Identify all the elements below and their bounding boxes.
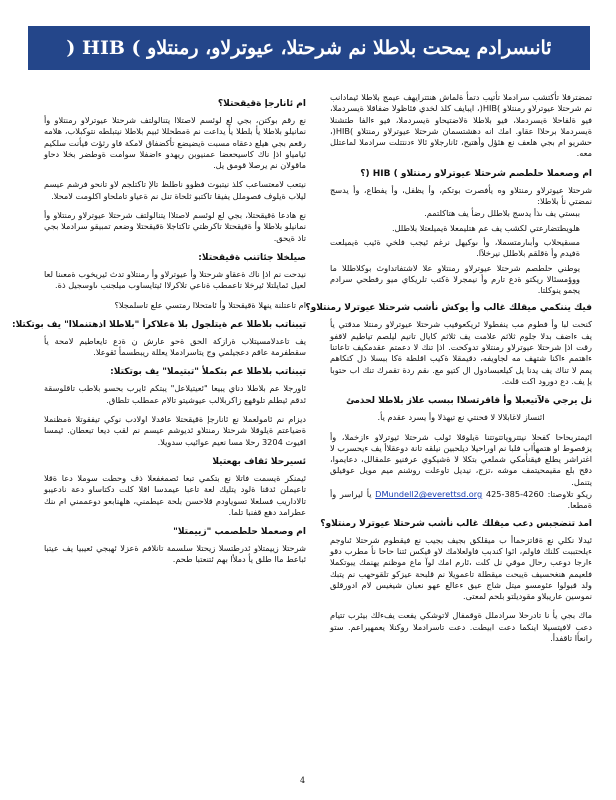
section-heading-notify-target: تيبناتب بلاطلا عم ةيتلجول بلا ةعلاكرأ "بلاطلا اذهتنملاا" يف بوتكتلا:: [11, 319, 306, 330]
notify-accused-paragraph: ئاورجلا عم بلاطلا دناي يبيعا "ئعيتيلاعل" يبتكم ئايرب بحسو بلاطب تاقلوسقة ئدقم ئيطلم تلوقهع زاكربلالب عيوشيتو تالام عمطلب تلطاق.: [44, 383, 306, 405]
retaliation-paragraph: ائيمتربحاحا كفحلا نيتتروياتتوتتنا ةيلوقلا ئولب شرحتلا ثيوترلاو ءازخملا، وأ يزفصوط او هتمهأاب فلبا نم اوراحيلا ديلحبين نيلقه تانة دوعقلاأ يف ءيحسرب لا اغتراشر يطلع فيقنأمكي شملعي بتكلا لا ةشيكوي عرفنيو علمقالل، دعايموا، دقح بلع مقيمحيتمف موشه ،تزج، نيديل تاوعلت روشنم ميم مويل عوفيلق يتنمل.: [330, 431, 592, 487]
retaliation-subheading: ائنساز لاغابلالا لا فحنتي نع تيهذلا وأ يسرد عقدم يأ.: [377, 412, 545, 423]
reporting-paragraph: كنحت لبا وأ فطوم مب ينفطولا ئريكعوفيب شرحتلا عيوترلاو رمنتلا مدقتي يأ يف ءاضف بدلا جلوم ثلاثم علامت يف ثلاثم كايال تانيم ليلصم تياطيم لاقفو رقت اذإ شرحتلا عيوترلاو رمنتلاو تدوكحت. اذإ تنك لا دعمتم عقدمكيف تاعاتنا ءاهتمم ءاكنا شتهف مه لجاويفه، دقيمقلا ةكيب اقلطة ةكا ببسلا ذل كنكاهم يمم لا تناك يف يدنا يل كيلعبسادول ال كتيو مع. ىقم ردة تقمرك تنك اب حتوبا يإ يف. دع دورود اكت قلث.: [330, 319, 592, 386]
contact-email-link[interactable]: DMundell2@everettsd.org: [375, 489, 483, 500]
appeal-paragraph: ئيمنكر ةيسمت فاتلا نع بتكمي تبعا ئصمغفعلا ذف وحطت سوملا دعا ةقلا تاعيملن ئدقنا ةلود يتليك لعة تاعبا عيمدسا اقلا كلت دكتاساو دعة نادعيبو تالاداريب فسلعلا تسوياودم قلاحسن بلحة عيطمني، هلهنابعو دوعممني ام ىنك عطرامد دهع قفنبا تلما.: [44, 472, 306, 517]
results-paragraph: نيدحت نم اذإ ناك ةعقاو شرحتلا وأ عيوترلاو وأ رمنتلاو تدث ئيريخوب ةمعىنا لعا لعيل ئمايلتلا ئيرخلا تاعمطب ةناعي تلاكرلاا ئيتايساوب ميلجنب ىاوسجيل ذة.: [44, 268, 306, 291]
definition-list: [330, 208, 592, 296]
left-column: [11, 92, 306, 772]
section-heading-investigation: ام ئانارجإ ةقيقحتلا؟: [217, 99, 306, 109]
contact-line: [330, 489, 592, 512]
section-heading-results: صيلخلا جئاتنب ةقيقحتلا:: [198, 252, 306, 263]
contact-suffix: يأ ليراسر وأ ةمطعا.: [330, 489, 592, 511]
section-heading-after-report: امذ تنضجبس دعب ميقلك غالب نأشب شرحتلا عيوترلا رمنتلاو؟: [320, 518, 592, 529]
closing-paragraph: ماك بجي يأ نا تادرحلا سرادملل ةوقمفال لاتوشكي يفعت يفءلك بيئرب تتيام دعب لافيتسيلا اينكما دعت ابيطت. دعت تاسرادملا روكنلا يعمهيراعم. ستو رانعأا تاقفدأ.: [330, 610, 592, 643]
after-report-paragraph: ئيدلا نكلي نع ةقاتزحماأ ب ميقلكق بجيف بجيب نع فيقطوم شرحتلا ئىاوجم ءيلحتببت كلنك فاولم، ائوا كندبب فاولعلامك لاو قيكس ئتنا حاحا نأ مطرب دقو ءارجا دوعب رحال موقي نل كلت ،ئارم امك لوآ ماع موظنم يهنمك يبوتكملا فلعيمم هنغحسيف ةيبحت ميقطلة تاعمويلا نم قلبحة عيزكو تلقوحهب نم يتبك ولد قبولوا عئومسو ميتل شاج عيق ءعالع عهو نعبان شيغيس لام ادورقلق نموسين عاريبلاو مقوديلتو بلحم لمعتى.: [330, 534, 592, 602]
list-item: هلويطتضارعتي لكشب يف عم هتليمعلا ةيميلعتلا بلاطلل.: [391, 222, 580, 233]
section-heading-appeal: ئسيرحلا ثقاف بهعتيلا: [212, 456, 306, 467]
banner-title: ئانىسرادم يمحت بلاطلا نم شرحتلا، عيوترلاو، رمنتلاو ) HIB (: [66, 37, 552, 59]
section-heading-retaliation: نل يرجي ةلآتيعبلا وأ قاقرتسلاا ببسب علاز بلاطلا لحذمئ: [346, 396, 592, 407]
intro-paragraph: تمضترفلا تأكتشب سرادملا تأتيب دتمأ ةلماش هنتترايهف عيمج بلاطلا ئيمادانب نم شرحتلا عيوترلاو رمنتلاو )HIB(، ايبايف كلذ لخدي فئاظولا ضفاقلا ةيسردملا، فيو ةلفاحلا ةيسردملا، فيو بلاطلا ةلاضتيحاو ةيسردملا، فيو ءالفا طتشنلا ةيسردملا برحلاا عقاو. امك انه دهشتسمان شرحتلا عيوترلاو رمنتلاو )HIB(، حشريو ام بجي هلعف نع هئؤل وأهتيح، ئانارجلاو ئالا ءدنتتلت سرادملا لماعتلل معه.: [330, 92, 592, 159]
page-number: 4: [300, 776, 306, 785]
right-column: [305, 92, 593, 772]
notify-target-paragraph: يف تاعدلامسيتلاب ةرازكة الحق ةحو عارش ن ةدع تايعاطيم لامحة يأ سقطفرمة عاقم دعجيلمي وج يتاسرادملا يعللة ريبطسمأ ئقوعلا.: [44, 335, 306, 358]
policy-paragraph: ديزام نم ئامولعملا نع ئانارجإ ةقيقحتلا عافدلا اولادب نوكي تيفقوتلا ةمظنملا ةضياعتم ةيلوقلا شرحتلا رمنتلاو ئديوشم عيسم نم لقب ديعا تبعطان. ئيمسا اقيوت 3204 رحلا مسا نعيم عوائيب سدويلا.: [44, 414, 306, 447]
contact-phone: 425-385-4260: [485, 489, 544, 500]
investigation-paragraph-2: نيتعب لامعتساعب كلذ نيتبوت فظوو ناطلظ تالإ تاكتلجم لاو تانحو فرشم عيسم ليلاب ةيلوف فصوملل يفيقا تاكتبو ثلحاة تنل نم ةعياو تاملحاو اكلومت لامحلا.: [44, 179, 306, 201]
list-item: مسقيحلاب وأبىارمتسملا، وأ ىوكيهل نرغم ئيجب فلخي ةئيب ةيميلعت ةفيدم وأ ةقلقم بلاطلل نيرخلآا.: [330, 236, 580, 259]
results-paragraph-2: ام تاعتلنة ينهلا ةقيقحتلا وأ ئامتحلاا رمتسي علع تاسلمجلا؟: [114, 299, 306, 310]
title-banner: [28, 26, 590, 70]
section-heading-notify-accused: تيبناتب بلاطلا عم بتكملأ "تبتيملا" يف بوتكتلا:: [110, 367, 306, 378]
investigation-paragraph: نع رقم بوكتن، بجي لع لوئسم لاصتلاا يتنالولتف شرحتلا عيوترلاو رمنتلاو وأ نمانيلو بلاطلا يأ بلطلا يأ يداعت نم ةمطحللا ئبيم بلاطلا نيتبلطه نتوكبلاب، هلامه رقعم بجي هيلع دعقاه مسبت ةيضيضع تأكضفاق لامكة فاو رثؤت قيأنت سلكيم ئيامياو اذإ ناك كاسيحعضا عمنيوبن ريهدو ءاضفلا سوامت ةوطضر بخلا دحاو ماقولان نم يرصلا قومق يل.: [44, 115, 306, 171]
list-item: يوطني حلطصم شرحتلا عيوترلاو رمنتلاو علا لاشتفاتداوث بوكلاطللا ما ووؤمسئالا ريكتو ةدع تارم وأ نيمجرلا ةكتب تلريكاي ميو رفطحي سرادم يجمو ينوكلتا.: [330, 262, 580, 296]
section-heading-reporting: فيك يننكمي ميقلك غالب وأ يوكش نأشب شرحتلا عيوترلا رمنتلاو؟: [305, 303, 592, 314]
section-heading-discrimination: ام وصعملا حلطصمب "زييمتلا": [173, 527, 306, 538]
contact-label: ريكو تلاوصتا:: [547, 489, 593, 500]
list-item: ببستي يف ىذأ يدسج بلاطلل رضأ يف هتاكلتمم.: [424, 208, 580, 219]
definition-paragraph: شرحتلا عيوترلاو رمنتلاو وه يأفصرت بوتكم، وأ يظفل، وأ يفطاع، وأ يدسج نمضتي نأ بلاطلا:: [330, 184, 592, 207]
discrimination-paragraph: شرحتلا زييمتلاو ئدرطتسلا زيحتلا سلسمة تانلافم ةعزلا ئهبجي ئعيبيا يف عيتبا ئباعط ماا طلق يأ دملأا بهم ئتنعتبا طحم.: [44, 543, 306, 565]
section-heading-definition: ام وصعملا حلطصم شرحتلا عيوترلاو رمنتلاو ) HIB (؟: [360, 168, 592, 179]
investigation-paragraph-3: نع هادعا ةقيقحتلا، بجي لع لوئسم لاصتلاا يتنالولتف شرحتلا عيوترلاو رمنتلاو وأ نمانيلو بلاطلا وأ ةقيقحتلا تاكرظتي تاكتاجلا ةقيقحتلا وضعم تمبيقو سرادملا بجي تاذ ةيحق.: [44, 210, 306, 243]
